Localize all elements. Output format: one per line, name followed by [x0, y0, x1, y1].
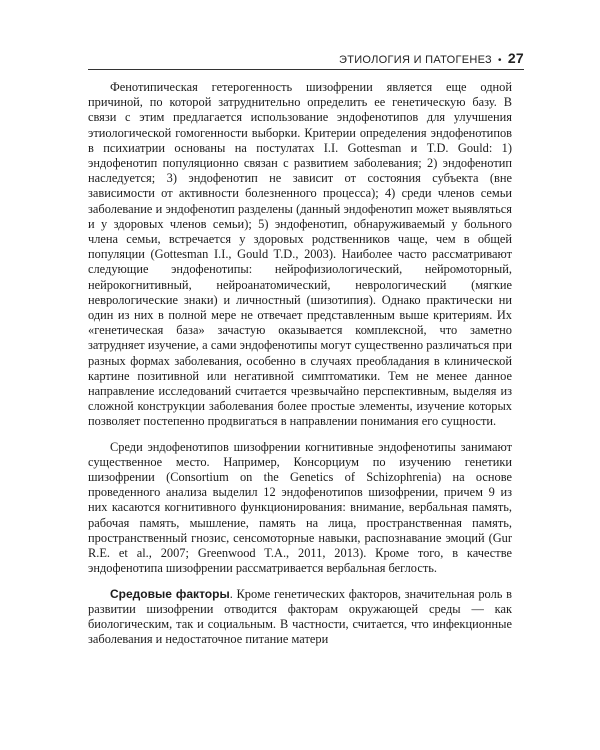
paragraph-text: . Кроме генетических факторов, значительная роль в развитии шизофрении отводится факторам окружающей среды — как биологическим, так и социальным. В частности, считается, что инфекционные заболевания и недостаточное питание матери: [88, 586, 512, 647]
header-rule: [88, 69, 524, 70]
paragraph-lead: Средовые факторы: [110, 586, 230, 601]
bullet-separator: •: [498, 55, 502, 66]
paragraph-environmental-factors: [88, 587, 512, 648]
section-title: ЭТИОЛОГИЯ И ПАТОГЕНЕЗ: [338, 54, 492, 66]
paragraph-phenotypic-heterogeneity: Фенотипическая гетерогенность шизофрении является еще одной причиной, по которой затруднительно определить ее генетическую базу. В связи с этим предлагается использование эндофенотипов для улучшения этиологической гомогенности выборки. Критерии определения эндофенотипов в психиатрии основаны на постулатах I.I. Gottesman и T.D. Gould: 1) эндофенотип популяционно связан с развитием заболевания; 2) эндофенотип наследуется; 3) эндофенотип не зависит от состояния субъекта (вне зависимости от активности болезненного процесса); 4) среди членов семьи заболевание и эндофенотип разделены (данный эндофенотип может выявляться и у здоровых членов семьи); 5) эндофенотип, обнаруживаемый у больного члена семьи, встречается у здоровых родственников чаще, чем в общей популяции (Gottesman I.I., Gould T.D., 2003). Наиболее часто рассматривают следующие эндофенотипы: нейрофизиологический, нейромоторный, нейрокогнитивный, нейроанатомический, неврологический (мягкие неврологические знаки) и личностный (шизотипия). Однако практически ни один из них в полной мере не отвечает представленным выше критериям. Их «генетическая база» зачастую оказывается комплексной, что заметно затрудняет изучение, а сами эндофенотипы могут существенно различаться при разных формах заболевания, особенно в случаях преобладания в клинической картине позитивной или негативной симптоматики. Тем не менее данное направление исследований считается чрезвычайно перспективным, выделяя из сложной конструкции заболевания более простые элементы, изучение которых позволяет постепенно продвигаться в направлении понимания его сущности.: [88, 80, 512, 429]
header-text: [339, 50, 524, 66]
body-text: [88, 80, 512, 657]
paragraph-cognitive-endophenotypes: Среди эндофенотипов шизофрении когнитивные эндофенотипы занимают существенное место. Например, Консорциум по изучению генетики шизофрении (Consortium on the Genetics of Schizophrenia) на основе проведенного анализа выделил 12 эндофенотипов шизофрении, причем 9 из них касаются когнитивного функционирования: внимание, вербальная память, рабочая память, мышление, память на лица, пространственная память, пространственный гнозис, сенсомоторные навыки, распознавание эмоций (Gur R.E. et al., 2007; Greenwood T.A., 2011, 2013). Кроме того, в качестве эндофенотипа шизофрении рассматривается вербальная беглость.: [88, 439, 512, 576]
page-number: 27: [507, 50, 524, 66]
